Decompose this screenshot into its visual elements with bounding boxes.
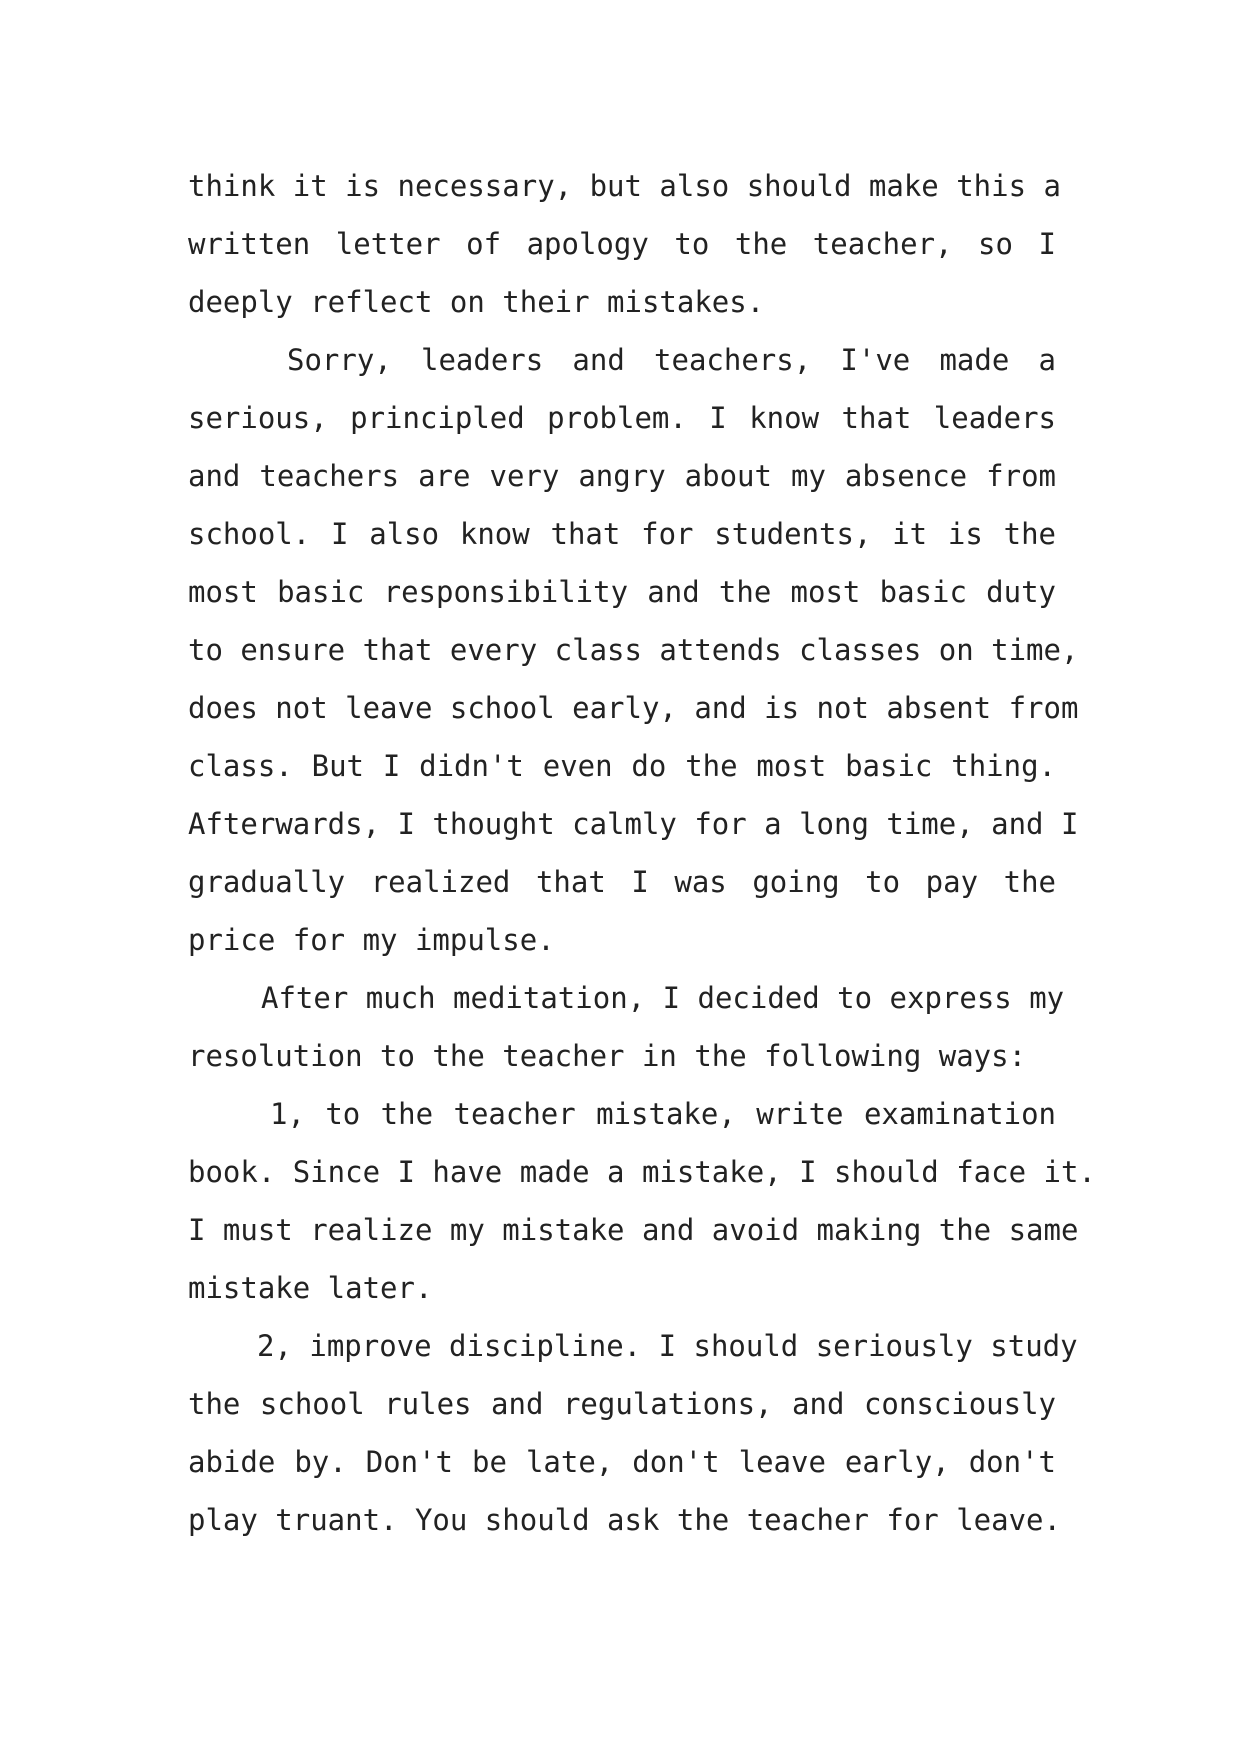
text-line: does not leave school early, and is not absent from [188, 691, 1079, 725]
text-line: mistake later. [188, 1271, 433, 1305]
text-line: to ensure that every class attends classes on time, [188, 633, 1079, 667]
text-line: I must realize my mistake and avoid making the same [188, 1213, 1079, 1247]
text-line: Sorry, leaders and teachers, I've made a [287, 343, 1056, 377]
text-line: 1, to the teacher mistake, write examination [270, 1097, 1056, 1131]
text-line: think it is necessary, but also should make this a [188, 169, 1061, 203]
text-line: play truant. You should ask the teacher for leave. [188, 1503, 1061, 1537]
text-line: school. I also know that for students, it is the [188, 517, 1056, 551]
text-line: class. But I didn't even do the most basic thing. [188, 749, 1056, 783]
text-line: most basic responsibility and the most basic duty [188, 575, 1056, 609]
text-line: and teachers are very angry about my absence from [188, 459, 1056, 493]
text-line: gradually realized that I was going to pay the [188, 865, 1056, 899]
text-line: written letter of apology to the teacher, so I [188, 227, 1056, 261]
text-line: the school rules and regulations, and consciously [188, 1387, 1056, 1421]
text-line: After much meditation, I decided to express my [261, 981, 1065, 1015]
text-line: resolution to the teacher in the following ways: [188, 1039, 1027, 1073]
text-line: serious, principled problem. I know that leaders [188, 401, 1056, 435]
text-line: book. Since I have made a mistake, I should face it. [188, 1155, 1096, 1189]
text-line: abide by. Don't be late, don't leave early, don't [188, 1445, 1056, 1479]
text-line: Afterwards, I thought calmly for a long time, and I [188, 807, 1079, 841]
text-line: price for my impulse. [188, 923, 555, 957]
text-line: deeply reflect on their mistakes. [188, 285, 765, 319]
text-line: 2, improve discipline. I should seriously study [257, 1329, 1078, 1363]
